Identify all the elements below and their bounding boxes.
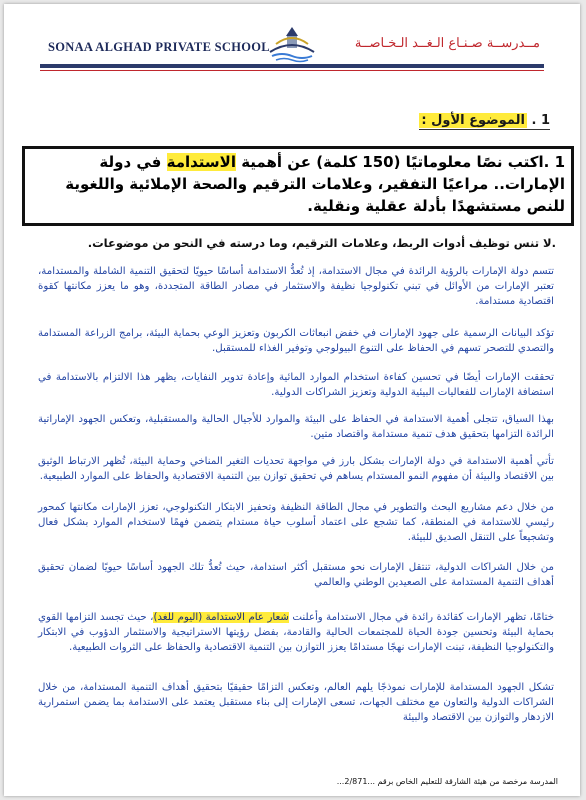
- school-name-arabic: مــدرســة صـنـاع الـغــد الـخـاصــة: [354, 36, 540, 51]
- page-header: [4, 4, 580, 86]
- paragraph-5: تأتي أهمية الاستدامة في دولة الإمارات بشكل بارز في مواجهة تحديات التغير المناخي وحماية البيئة، تُظهر الارتباط الوثيق بين الاقتصاد والبيئة أن مفهوم النمو المستدام يساهم في تحقيق توازن بين التنمية الاقتصادية والحفاظ على الموارد الطبيعية.: [38, 456, 554, 482]
- paragraph-6: من خلال دعم مشاريع البحث والتطوير في مجال الطاقة النظيفة وتحفيز الابتكار التكنولوجي، تعزز الإمارات مكانتها كمحور رئيسي للاستدامة في المنطقة، كما تشجع على اعتماد أسلوب حياة مستدام يتضمن فهمًا لاستخدام الموارد بشكل فعال وتشجيعاً على التنقل الصديق للبيئة.: [38, 502, 554, 543]
- closing-paragraph: [38, 610, 554, 655]
- paragraph-3: تحققت الإمارات أيضًا في تحسين كفاءة استخدام الموارد المائية وإعادة تدوير النفايات، يظهر هذا الالتزام بالاستدامة في استضافة الإمارات للفعاليات البيئية الدولية وتعزيز الشراكات الدولية.: [38, 372, 554, 398]
- paragraph-2: تؤكد البيانات الرسمية على جهود الإمارات في خفض انبعاثات الكربون وتعزيز الوعي بحماية البيئة، برامج الزراعة المستدامة والتصدي للتصحر تسهم في الحفاظ على التنوع البيولوجي وتوفير الغذاء للمستقبل.: [38, 328, 554, 354]
- header-divider-thin: [40, 70, 544, 71]
- final-paragraph: تشكل الجهود المستدامة للإمارات نموذجًا يلهم العالم، وتعكس التزامًا حقيقيًا بتحقيق أهداف التنمية المستدامة، من خلال الشراكات الدولية والتعاون مع مختلف الجهات، تسعى الإمارات إلى بناء مستقبل يعتمد على الاستدامة بما يضمن استمرارية الازدهار والتوازن بين الاقتصاد والبيئة: [38, 682, 554, 723]
- header-divider-thick: [40, 64, 544, 68]
- topic-title-number: 1 .: [531, 113, 550, 128]
- school-name-english: SONAA ALGHAD PRIVATE SCHOOL: [48, 40, 270, 54]
- task-text-part1: 1 .اكتب نصًا معلوماتيًا (150 كلمة) عن أهمية: [235, 153, 565, 171]
- page-footer: المدرسة مرخصة من هيئة الشارقة للتعليم الخاص برقم ...2/871...: [336, 777, 558, 786]
- paragraph-1: تتسم دولة الإمارات بالرؤية الرائدة في مجال الاستدامة، إذ تُعدُّ الاستدامة أساسًا حيويًا لتحقيق التنمية الشاملة والمستدامة، تعتبر الإمارات من الأوائل في تبني تكنولوجيا نظيفة والاستثمار في مصادر الطاقة المتجددة، وهو ما يعزز مكانتها كقوة اقتصادية مستدامة.: [38, 266, 554, 307]
- document-page: [4, 4, 580, 796]
- instruction-note: .لا تنس توظيف أدوات الربط، وعلامات الترقيم، وما درسته في النحو من موضوعات.: [87, 236, 556, 250]
- closing-highlight: شعار عام الاستدامة (اليوم للغد): [153, 612, 289, 623]
- topic-title-text: الموضوع الأول :: [421, 113, 525, 128]
- task-text-part2: في دولة الإمارات.. مراعيًا التفقير، وعلامات الترقيم والصحة الإملائية واللغوية للنص مستشهدًا بأدلة عقلية ونقلية.: [65, 153, 565, 215]
- paragraph-7: من خلال الشراكات الدولية، تنتقل الإمارات نحو مستقبل أكثر استدامة، حيث تُعدُّ تلك الجهود أساسًا حيويًا لضمان تحقيق أهداف التنمية المستدامة على الصعيدين الوطني والعالمي: [38, 562, 554, 588]
- closing-text-part2: ، حيث تجسد التزامها القوي بحماية البيئة وتحسين جودة الحياة للمجتمعات الحالية والقادمة، بفضل رؤيتها الاستراتيجية والاستثمار الدؤوب في الابتكار والتكنولوجيا النظيفة، تبنت الإمارات نهجًا مستدامًا يعزز التوازن بين التنمية الاقتصادية والحفاظ على الثروات الطبيعية.: [38, 612, 554, 653]
- topic-title: [419, 112, 550, 130]
- closing-text-part1: ختامًا، تظهر الإمارات كقائدة رائدة في مجال الاستدامة وأعلنت: [288, 612, 554, 623]
- paragraph-4: بهذا السياق، تتجلى أهمية الاستدامة في الحفاظ على البيئة والموارد للأجيال الحالية والمستقبلية، وتعكس الجهود الإماراتية الرائدة التزامها بتحقيق هدف تنمية مستدامة واقتصاد متين.: [38, 414, 554, 440]
- school-logo-icon: [262, 24, 322, 68]
- task-box: [22, 146, 574, 226]
- task-highlight: الاستدامة: [166, 153, 236, 171]
